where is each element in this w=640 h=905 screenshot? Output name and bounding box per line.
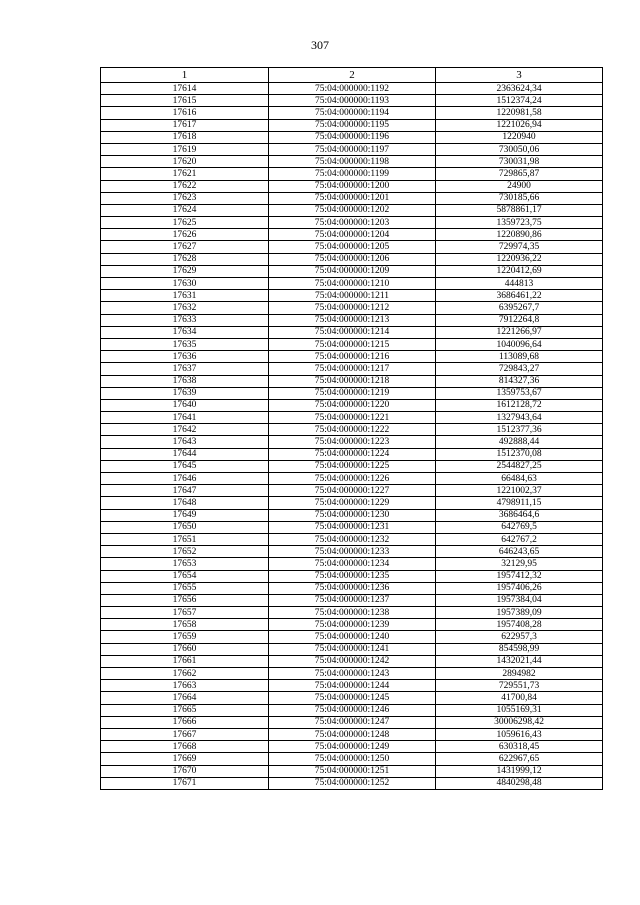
cell-value: 1957406,26 <box>436 582 603 594</box>
cell-number: 17663 <box>101 680 269 692</box>
table-row <box>101 765 603 777</box>
cell-cadastral-id: 75:04:000000:1249 <box>269 741 436 753</box>
table-row <box>101 582 603 594</box>
table-row <box>101 204 603 216</box>
cell-number: 17668 <box>101 741 269 753</box>
cell-cadastral-id: 75:04:000000:1242 <box>269 655 436 667</box>
table-row <box>101 631 603 643</box>
cell-value: 5878861,17 <box>436 204 603 216</box>
cell-value: 4798911,15 <box>436 497 603 509</box>
cell-value: 1957408,28 <box>436 619 603 631</box>
cell-cadastral-id: 75:04:000000:1241 <box>269 643 436 655</box>
cell-number: 17638 <box>101 375 269 387</box>
table-row <box>101 668 603 680</box>
cell-value: 2363624,34 <box>436 83 603 95</box>
cell-cadastral-id: 75:04:000000:1229 <box>269 497 436 509</box>
cell-number: 17640 <box>101 399 269 411</box>
cell-cadastral-id: 75:04:000000:1230 <box>269 509 436 521</box>
table-row <box>101 351 603 363</box>
cell-value: 1512377,36 <box>436 424 603 436</box>
cell-value: 1612128,72 <box>436 399 603 411</box>
cell-number: 17641 <box>101 412 269 424</box>
table-row <box>101 253 603 265</box>
data-table <box>100 67 603 790</box>
table-row <box>101 107 603 119</box>
table-row <box>101 278 603 290</box>
cell-number: 17632 <box>101 302 269 314</box>
cell-value: 1957412,32 <box>436 570 603 582</box>
cell-cadastral-id: 75:04:000000:1250 <box>269 753 436 765</box>
cell-number: 17659 <box>101 631 269 643</box>
cell-value: 1059616,43 <box>436 728 603 740</box>
table-row <box>101 302 603 314</box>
cell-number: 17662 <box>101 668 269 680</box>
cell-cadastral-id: 75:04:000000:1238 <box>269 607 436 619</box>
cell-number: 17625 <box>101 217 269 229</box>
table-row <box>101 412 603 424</box>
cell-cadastral-id: 75:04:000000:1206 <box>269 253 436 265</box>
cell-value: 2894982 <box>436 668 603 680</box>
table-row <box>101 265 603 277</box>
table-row <box>101 692 603 704</box>
table-row <box>101 143 603 155</box>
cell-cadastral-id: 75:04:000000:1244 <box>269 680 436 692</box>
table-row <box>101 436 603 448</box>
table-row <box>101 241 603 253</box>
cell-value: 1220940 <box>436 131 603 143</box>
cell-value: 32129,95 <box>436 558 603 570</box>
cell-value: 6395267,7 <box>436 302 603 314</box>
table-row <box>101 728 603 740</box>
cell-cadastral-id: 75:04:000000:1252 <box>269 777 436 789</box>
cell-value: 492888,44 <box>436 436 603 448</box>
cell-value: 1040096,64 <box>436 338 603 350</box>
table-row <box>101 607 603 619</box>
table-body <box>101 83 603 790</box>
cell-number: 17636 <box>101 351 269 363</box>
table-row <box>101 460 603 472</box>
cell-value: 729843,27 <box>436 363 603 375</box>
cell-number: 17671 <box>101 777 269 789</box>
cell-number: 17627 <box>101 241 269 253</box>
cell-value: 730185,66 <box>436 192 603 204</box>
cell-number: 17620 <box>101 156 269 168</box>
cell-value: 7912264,8 <box>436 314 603 326</box>
table-row <box>101 192 603 204</box>
cell-number: 17664 <box>101 692 269 704</box>
cell-cadastral-id: 75:04:000000:1235 <box>269 570 436 582</box>
cell-value: 3686461,22 <box>436 290 603 302</box>
cell-value: 646243,65 <box>436 546 603 558</box>
cell-number: 17650 <box>101 521 269 533</box>
table-row <box>101 594 603 606</box>
cell-value: 4840298,48 <box>436 777 603 789</box>
cell-value: 1220981,58 <box>436 107 603 119</box>
cell-number: 17635 <box>101 338 269 350</box>
cell-value: 1221026,94 <box>436 119 603 131</box>
table-row <box>101 546 603 558</box>
cell-value: 30006298,42 <box>436 716 603 728</box>
cell-cadastral-id: 75:04:000000:1205 <box>269 241 436 253</box>
cell-cadastral-id: 75:04:000000:1236 <box>269 582 436 594</box>
cell-cadastral-id: 75:04:000000:1192 <box>269 83 436 95</box>
cell-cadastral-id: 75:04:000000:1222 <box>269 424 436 436</box>
cell-cadastral-id: 75:04:000000:1217 <box>269 363 436 375</box>
table-row <box>101 521 603 533</box>
cell-cadastral-id: 75:04:000000:1200 <box>269 180 436 192</box>
table-row <box>101 119 603 131</box>
cell-cadastral-id: 75:04:000000:1223 <box>269 436 436 448</box>
cell-number: 17634 <box>101 326 269 338</box>
cell-value: 41700,84 <box>436 692 603 704</box>
cell-cadastral-id: 75:04:000000:1221 <box>269 412 436 424</box>
cell-value: 729865,87 <box>436 168 603 180</box>
cell-value: 444813 <box>436 278 603 290</box>
cell-cadastral-id: 75:04:000000:1237 <box>269 594 436 606</box>
cell-number: 17628 <box>101 253 269 265</box>
cell-number: 17648 <box>101 497 269 509</box>
table-row <box>101 777 603 789</box>
table-row <box>101 485 603 497</box>
column-header-2: 2 <box>269 68 436 83</box>
cell-number: 17629 <box>101 265 269 277</box>
cell-cadastral-id: 75:04:000000:1227 <box>269 485 436 497</box>
cell-value: 622967,65 <box>436 753 603 765</box>
table-row <box>101 704 603 716</box>
cell-cadastral-id: 75:04:000000:1216 <box>269 351 436 363</box>
cell-value: 3686464,6 <box>436 509 603 521</box>
cell-value: 1220936,22 <box>436 253 603 265</box>
cell-number: 17665 <box>101 704 269 716</box>
cell-cadastral-id: 75:04:000000:1197 <box>269 143 436 155</box>
cell-number: 17631 <box>101 290 269 302</box>
table-row <box>101 570 603 582</box>
table-row <box>101 387 603 399</box>
cell-cadastral-id: 75:04:000000:1210 <box>269 278 436 290</box>
cell-number: 17622 <box>101 180 269 192</box>
table-row <box>101 655 603 667</box>
cell-cadastral-id: 75:04:000000:1196 <box>269 131 436 143</box>
cell-cadastral-id: 75:04:000000:1218 <box>269 375 436 387</box>
cell-value: 730050,06 <box>436 143 603 155</box>
cell-number: 17624 <box>101 204 269 216</box>
cell-cadastral-id: 75:04:000000:1199 <box>269 168 436 180</box>
cell-number: 17644 <box>101 448 269 460</box>
column-header-3: 3 <box>436 68 603 83</box>
cell-value: 1432021,44 <box>436 655 603 667</box>
cell-value: 730031,98 <box>436 156 603 168</box>
cell-number: 17649 <box>101 509 269 521</box>
cell-cadastral-id: 75:04:000000:1226 <box>269 473 436 485</box>
table-row <box>101 497 603 509</box>
cell-value: 1359723,75 <box>436 217 603 229</box>
cell-number: 17619 <box>101 143 269 155</box>
cell-cadastral-id: 75:04:000000:1203 <box>269 217 436 229</box>
cell-value: 1055169,31 <box>436 704 603 716</box>
table-row <box>101 229 603 241</box>
cell-value: 1220890,86 <box>436 229 603 241</box>
table-row <box>101 168 603 180</box>
cell-cadastral-id: 75:04:000000:1219 <box>269 387 436 399</box>
cell-value: 113089,68 <box>436 351 603 363</box>
cell-value: 1220412,69 <box>436 265 603 277</box>
cell-value: 630318,45 <box>436 741 603 753</box>
cell-cadastral-id: 75:04:000000:1248 <box>269 728 436 740</box>
cell-number: 17661 <box>101 655 269 667</box>
cell-value: 1359753,67 <box>436 387 603 399</box>
table-row <box>101 716 603 728</box>
cell-number: 17643 <box>101 436 269 448</box>
cell-cadastral-id: 75:04:000000:1202 <box>269 204 436 216</box>
cell-value: 2544827,25 <box>436 460 603 472</box>
cell-number: 17633 <box>101 314 269 326</box>
cell-value: 814327,36 <box>436 375 603 387</box>
cell-value: 1512370,08 <box>436 448 603 460</box>
cell-number: 17616 <box>101 107 269 119</box>
cell-value: 1431999,12 <box>436 765 603 777</box>
table-row <box>101 399 603 411</box>
table-row <box>101 338 603 350</box>
cell-cadastral-id: 75:04:000000:1245 <box>269 692 436 704</box>
cell-value: 24900 <box>436 180 603 192</box>
table-row <box>101 363 603 375</box>
table-row <box>101 156 603 168</box>
cell-value: 729551,73 <box>436 680 603 692</box>
table-row <box>101 83 603 95</box>
cell-number: 17621 <box>101 168 269 180</box>
cell-cadastral-id: 75:04:000000:1198 <box>269 156 436 168</box>
table-row <box>101 217 603 229</box>
table-row <box>101 680 603 692</box>
cell-cadastral-id: 75:04:000000:1215 <box>269 338 436 350</box>
cell-number: 17614 <box>101 83 269 95</box>
cell-cadastral-id: 75:04:000000:1246 <box>269 704 436 716</box>
table-row <box>101 473 603 485</box>
cell-cadastral-id: 75:04:000000:1214 <box>269 326 436 338</box>
table-row <box>101 558 603 570</box>
cell-number: 17645 <box>101 460 269 472</box>
cell-cadastral-id: 75:04:000000:1231 <box>269 521 436 533</box>
cell-cadastral-id: 75:04:000000:1232 <box>269 533 436 545</box>
table-row <box>101 619 603 631</box>
cell-number: 17615 <box>101 95 269 107</box>
cell-cadastral-id: 75:04:000000:1247 <box>269 716 436 728</box>
cell-cadastral-id: 75:04:000000:1220 <box>269 399 436 411</box>
header-row <box>101 68 603 83</box>
cell-number: 17658 <box>101 619 269 631</box>
cell-number: 17630 <box>101 278 269 290</box>
cell-number: 17670 <box>101 765 269 777</box>
cell-value: 1512374,24 <box>436 95 603 107</box>
cell-value: 1327943,64 <box>436 412 603 424</box>
table-row <box>101 753 603 765</box>
cell-number: 17651 <box>101 533 269 545</box>
cell-number: 17617 <box>101 119 269 131</box>
cell-number: 17669 <box>101 753 269 765</box>
cell-number: 17667 <box>101 728 269 740</box>
cell-cadastral-id: 75:04:000000:1251 <box>269 765 436 777</box>
table-row <box>101 643 603 655</box>
cell-number: 17666 <box>101 716 269 728</box>
cell-cadastral-id: 75:04:000000:1234 <box>269 558 436 570</box>
cell-value: 66484,63 <box>436 473 603 485</box>
table-row <box>101 448 603 460</box>
cell-cadastral-id: 75:04:000000:1224 <box>269 448 436 460</box>
table-row <box>101 424 603 436</box>
cell-number: 17618 <box>101 131 269 143</box>
cell-cadastral-id: 75:04:000000:1195 <box>269 119 436 131</box>
cell-number: 17653 <box>101 558 269 570</box>
cell-value: 1221002,37 <box>436 485 603 497</box>
table-row <box>101 95 603 107</box>
cell-cadastral-id: 75:04:000000:1213 <box>269 314 436 326</box>
table-row <box>101 509 603 521</box>
cell-number: 17623 <box>101 192 269 204</box>
cell-cadastral-id: 75:04:000000:1204 <box>269 229 436 241</box>
table-row <box>101 180 603 192</box>
table-row <box>101 741 603 753</box>
column-header-1: 1 <box>101 68 269 83</box>
page-number: 307 <box>311 38 329 52</box>
cell-cadastral-id: 75:04:000000:1211 <box>269 290 436 302</box>
cell-value: 642769,5 <box>436 521 603 533</box>
cell-cadastral-id: 75:04:000000:1233 <box>269 546 436 558</box>
cell-value: 642767,2 <box>436 533 603 545</box>
cell-value: 1221266,97 <box>436 326 603 338</box>
table-row <box>101 326 603 338</box>
cell-number: 17646 <box>101 473 269 485</box>
cell-value: 729974,35 <box>436 241 603 253</box>
cell-number: 17639 <box>101 387 269 399</box>
cell-cadastral-id: 75:04:000000:1201 <box>269 192 436 204</box>
cell-number: 17655 <box>101 582 269 594</box>
table-row <box>101 131 603 143</box>
cell-number: 17647 <box>101 485 269 497</box>
cell-value: 1957384,04 <box>436 594 603 606</box>
cell-cadastral-id: 75:04:000000:1193 <box>269 95 436 107</box>
cell-number: 17656 <box>101 594 269 606</box>
table-row <box>101 533 603 545</box>
cell-cadastral-id: 75:04:000000:1243 <box>269 668 436 680</box>
cell-number: 17654 <box>101 570 269 582</box>
cell-number: 17642 <box>101 424 269 436</box>
cell-number: 17626 <box>101 229 269 241</box>
cell-cadastral-id: 75:04:000000:1240 <box>269 631 436 643</box>
cell-cadastral-id: 75:04:000000:1212 <box>269 302 436 314</box>
cell-number: 17657 <box>101 607 269 619</box>
cell-number: 17637 <box>101 363 269 375</box>
table-row <box>101 314 603 326</box>
cell-number: 17660 <box>101 643 269 655</box>
table-row <box>101 290 603 302</box>
cell-cadastral-id: 75:04:000000:1225 <box>269 460 436 472</box>
table-row <box>101 375 603 387</box>
table-header <box>101 68 603 83</box>
cell-value: 1957389,09 <box>436 607 603 619</box>
cell-value: 622957,3 <box>436 631 603 643</box>
cell-number: 17652 <box>101 546 269 558</box>
cell-cadastral-id: 75:04:000000:1209 <box>269 265 436 277</box>
cell-cadastral-id: 75:04:000000:1239 <box>269 619 436 631</box>
cell-cadastral-id: 75:04:000000:1194 <box>269 107 436 119</box>
cell-value: 854598,99 <box>436 643 603 655</box>
